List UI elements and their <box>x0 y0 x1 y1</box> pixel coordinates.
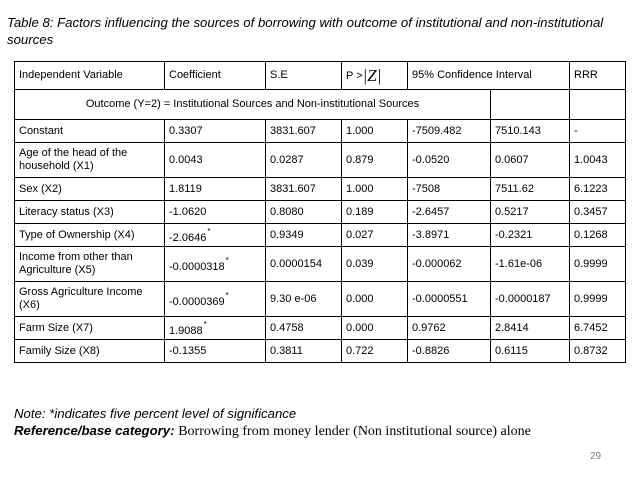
reference-label: Reference/base category: <box>14 423 175 438</box>
cell-rrr-text: 1.0043 <box>574 153 608 166</box>
cell-rrr <box>570 120 626 143</box>
cell-ci-lower <box>408 201 491 224</box>
cell-coefficient-text: 1.9088 <box>169 325 203 337</box>
cell-rrr <box>570 282 626 317</box>
significance-star: * <box>203 320 207 329</box>
cell-coefficient-text: 0.0043 <box>169 153 203 166</box>
header-ci: 95% Confidence Interval <box>408 62 570 90</box>
cell-se-text: 3831.607 <box>270 124 316 137</box>
cell-ci-upper <box>491 224 570 247</box>
cell-coefficient <box>165 340 266 363</box>
header-variable: Independent Variable <box>15 62 165 90</box>
cell-p-value <box>342 120 408 143</box>
cell-rrr-text: 6.7452 <box>574 321 608 334</box>
cell-ci-upper <box>491 178 570 201</box>
cell-variable <box>15 282 165 317</box>
cell-rrr <box>570 340 626 363</box>
cell-variable <box>15 143 165 178</box>
cell-ci-upper-text: 2.8414 <box>495 321 529 334</box>
cell-coefficient-text: 1.8119 <box>169 182 202 195</box>
cell-rrr <box>570 317 626 340</box>
significance-star: * <box>225 256 229 265</box>
cell-ci-lower-text: -0.000062 <box>412 257 462 270</box>
table-title: Table 8: Factors influencing the sources of borrowing with outcome of institutional and non-institutional sources <box>7 15 604 47</box>
cell-se <box>266 282 342 317</box>
cell-p-value <box>342 224 408 247</box>
significance-star: * <box>225 291 229 300</box>
cell-se <box>266 317 342 340</box>
cell-coefficient <box>165 247 266 282</box>
cell-variable <box>15 340 165 363</box>
cell-rrr <box>570 178 626 201</box>
cell-se <box>266 201 342 224</box>
cell-se-text: 3831.607 <box>270 182 316 195</box>
cell-coefficient-text: -2.0646 <box>169 232 207 244</box>
cell-ci-lower-text: -2.6457 <box>412 205 450 218</box>
cell-p-value-text: 0.189 <box>346 205 374 218</box>
cell-ci-lower-text: -7509.482 <box>412 124 462 137</box>
cell-se <box>266 247 342 282</box>
cell-coefficient <box>165 143 266 178</box>
cell-se-text: 0.9349 <box>270 228 304 241</box>
cell-se-text: 9.30 e-06 <box>270 292 317 305</box>
cell-coefficient <box>165 224 266 247</box>
cell-p-value-text: 0.000 <box>346 321 374 334</box>
cell-se <box>266 143 342 178</box>
cell-ci-upper-text: 0.5217 <box>495 205 529 218</box>
cell-rrr-text: 0.9999 <box>574 292 608 305</box>
cell-ci-lower <box>408 143 491 178</box>
cell-p-value <box>342 317 408 340</box>
cell-variable-text: Sex (X2) <box>19 182 62 195</box>
cell-p-value <box>342 340 408 363</box>
table-row <box>15 340 626 363</box>
outcome-empty-cell <box>491 90 570 120</box>
cell-coefficient <box>165 282 266 317</box>
cell-rrr <box>570 247 626 282</box>
table-notes <box>14 405 634 440</box>
table-row <box>15 224 626 247</box>
cell-ci-lower-text: -0.8826 <box>412 344 450 357</box>
cell-variable <box>15 247 165 282</box>
table-row <box>15 120 626 143</box>
cell-ci-lower <box>408 247 491 282</box>
header-p-z: |Z| <box>362 65 382 85</box>
table-row <box>15 143 626 178</box>
outcome-empty-cell <box>570 90 626 120</box>
cell-variable-text: Literacy status (X3) <box>19 205 114 218</box>
cell-ci-lower-text: -0.0000551 <box>412 292 468 305</box>
cell-p-value-text: 0.879 <box>346 153 374 166</box>
table-row <box>15 282 626 317</box>
cell-coefficient <box>165 178 266 201</box>
cell-se <box>266 224 342 247</box>
cell-ci-upper-text: -0.2321 <box>495 228 533 241</box>
cell-variable-text: Gross Agriculture Income (X6) <box>19 286 143 311</box>
cell-variable-text: Type of Ownership (X4) <box>19 228 135 241</box>
cell-se-text: 0.0000154 <box>270 257 322 270</box>
cell-coefficient-text: 0.3307 <box>169 124 203 137</box>
cell-variable <box>15 120 165 143</box>
header-coefficient: Coefficient <box>165 62 266 90</box>
cell-ci-upper-text: -1.61e-06 <box>495 257 543 270</box>
cell-variable-text: Age of the head of the household (X1) <box>19 147 128 172</box>
cell-coefficient-text: -1.0620 <box>169 205 207 218</box>
cell-p-value-text: 0.722 <box>346 344 374 357</box>
cell-rrr <box>570 201 626 224</box>
cell-ci-lower <box>408 120 491 143</box>
significance-star: * <box>207 227 211 236</box>
header-se: S.E <box>266 62 342 90</box>
table-row <box>15 178 626 201</box>
cell-ci-upper <box>491 340 570 363</box>
cell-variable-text: Farm Size (X7) <box>19 321 93 334</box>
cell-ci-upper <box>491 143 570 178</box>
reference-note <box>14 422 634 440</box>
cell-coefficient <box>165 120 266 143</box>
cell-se-text: 0.8080 <box>270 205 304 218</box>
cell-ci-upper <box>491 317 570 340</box>
cell-coefficient-text: -0.0000369 <box>169 296 225 308</box>
header-row <box>15 62 626 90</box>
outcome-row <box>15 90 626 120</box>
table-row <box>15 317 626 340</box>
cell-rrr-text: 0.1268 <box>574 228 608 241</box>
cell-rrr-text: 0.8732 <box>574 344 608 357</box>
cell-ci-upper-text: -0.0000187 <box>495 292 551 305</box>
cell-p-value <box>342 247 408 282</box>
cell-ci-lower <box>408 317 491 340</box>
cell-se-text: 0.3811 <box>270 344 303 357</box>
cell-se <box>266 120 342 143</box>
cell-p-value-text: 1.000 <box>346 124 374 137</box>
header-p-prefix: P > <box>346 69 363 82</box>
cell-variable-text: Family Size (X8) <box>19 344 100 357</box>
cell-rrr <box>570 143 626 178</box>
cell-variable <box>15 178 165 201</box>
cell-ci-upper-text: 0.0607 <box>495 153 529 166</box>
cell-coefficient-text: -0.0000318 <box>169 261 225 273</box>
cell-p-value <box>342 282 408 317</box>
cell-se-text: 0.4758 <box>270 321 304 334</box>
page-number: 29 <box>590 451 602 462</box>
cell-ci-upper <box>491 120 570 143</box>
cell-p-value-text: 0.027 <box>346 228 374 241</box>
cell-p-value-text: 0.000 <box>346 292 374 305</box>
cell-coefficient <box>165 201 266 224</box>
cell-ci-lower <box>408 340 491 363</box>
cell-rrr-text: 0.9999 <box>574 257 608 270</box>
table-row <box>15 247 626 282</box>
cell-se <box>266 340 342 363</box>
cell-ci-upper <box>491 247 570 282</box>
significance-note: Note: *indicates five percent level of significance <box>14 406 297 421</box>
cell-ci-upper-text: 7510.143 <box>495 124 541 137</box>
table-row <box>15 201 626 224</box>
cell-rrr <box>570 224 626 247</box>
cell-ci-lower-text: -7508 <box>412 182 441 195</box>
cell-se-text: 0.0287 <box>270 153 304 166</box>
cell-p-value-text: 0.039 <box>346 257 374 270</box>
cell-variable-text: Constant <box>19 124 64 137</box>
outcome-label: Outcome (Y=2) = Institutional Sources and Non-institutional Sources <box>15 90 491 120</box>
cell-p-value <box>342 143 408 178</box>
cell-ci-lower-text: 0.9762 <box>412 321 446 334</box>
cell-ci-upper <box>491 201 570 224</box>
cell-variable <box>15 201 165 224</box>
cell-p-value-text: 1.000 <box>346 182 374 195</box>
regression-table <box>14 61 626 363</box>
cell-rrr-text: 6.1223 <box>574 182 608 195</box>
cell-coefficient <box>165 317 266 340</box>
header-rrr: RRR <box>570 62 626 90</box>
cell-variable <box>15 224 165 247</box>
cell-rrr-text: 0.3457 <box>574 205 608 218</box>
reference-text: Borrowing from money lender (Non institutional source) alone <box>178 424 531 439</box>
cell-ci-lower <box>408 224 491 247</box>
cell-p-value <box>342 201 408 224</box>
cell-ci-lower-text: -3.8971 <box>412 228 450 241</box>
cell-se <box>266 178 342 201</box>
cell-ci-lower <box>408 282 491 317</box>
cell-variable-text: Income from other than Agriculture (X5) <box>19 251 133 276</box>
cell-rrr-text: - <box>574 124 578 137</box>
cell-coefficient-text: -0.1355 <box>169 344 207 357</box>
cell-p-value <box>342 178 408 201</box>
cell-ci-upper-text: 7511.62 <box>495 182 534 195</box>
cell-ci-upper <box>491 282 570 317</box>
cell-ci-lower-text: -0.0520 <box>412 153 450 166</box>
cell-ci-upper-text: 0.6115 <box>495 344 528 357</box>
cell-ci-lower <box>408 178 491 201</box>
cell-variable <box>15 317 165 340</box>
header-p-value <box>342 62 408 90</box>
